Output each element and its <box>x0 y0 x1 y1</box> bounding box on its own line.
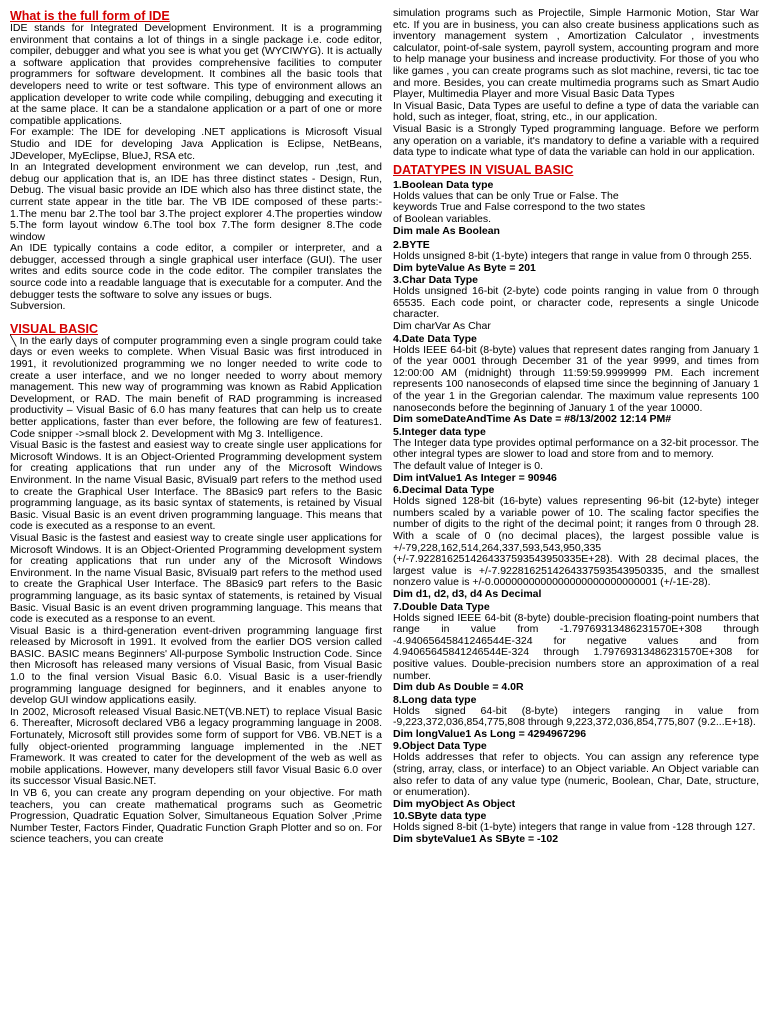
datatype-desc: Holds unsigned 8-bit (1-byte) integers that range in value from 0 through 255. <box>393 250 752 263</box>
intro-paragraph: simulation programs such as Projectile, Simple Harmonic Motion, Star War etc. If you are in business, you can also create business applications such as inventory management system , Amortization Calculator , investments calculator, point-of-sale system, payroll system, accounting program and more to help manage your business and increase productivity. For those of you who like games , you can create programs such as slot machine, reversi, tic tac toe and more. Besides, you can create multimedia programs such as Smart Audio Player, Multimedia Player and more Visual Basic Data Types <box>393 8 759 101</box>
vb-paragraph: In 2002, Microsoft released Visual Basic.NET(VB.NET) to replace Visual Basic 6. Thereafter, Microsoft declared VB6 a legacy programming language in 2008. Fortunately, Microsoft still provides some form of support for VB6. VB.NET is a fully object-oriented programming language implemented in the .NET Framework. It was created to cater for the development of the web as well as mobile applications. However, many developers still favor Visual Basic 6.0 over its successor Visual Basic.NET. <box>10 705 382 788</box>
vb-paragraph: Visual Basic is the fastest and easiest way to create single user applications for Microsoft Windows. It is an Object-Oriented Programming development system for creating applications that run under any of the Microsoft Windows Environment. In the name Visual Basic, 8Visual9 part refers to the method used to create the Graphical User Interface. The 8Basic9 part refers to the Basic programming language, as its basic syntax of statements, is retained by Visual Basic. Visual Basic is an event driven programming language. This means that code is executed as a response to an event. <box>10 439 382 533</box>
datatype-desc: Holds signed 8-bit (1-byte) integers that range in value from -128 through 127. <box>393 821 756 834</box>
ide-paragraph: In an Integrated development environment we can develop, run ,test, and debug our application that is, an IDE has three distinct states - Design, Run, Debug. The visual basic provide an IDE which also has three distinct state, the current state appear in the title bar. The VB IDE composed of these parts:- 1.The menu bar 2.The tool bar 3.The project explorer 4.The properties window 5.The form layout window 6.The tool box 7.The form designer 8.The code window <box>10 161 382 243</box>
datatypes-heading: DATATYPES IN VISUAL BASIC <box>393 162 574 177</box>
datatype-title: 1.Boolean Data type <box>393 178 494 191</box>
datatype-desc: The Integer data type provides optimal performance on a 32-bit processor. The other integral types are slower to load and store from and to memory. <box>393 436 759 461</box>
code-example: Dim longValue1 As Long = 4294967296 <box>393 727 587 740</box>
ide-heading: What is the full form of IDE <box>10 9 170 23</box>
ide-paragraph: Subversion. <box>10 300 66 313</box>
datatype-title: 8.Long data type <box>393 693 477 706</box>
datatype-desc: Holds signed 64-bit (8-byte) integers ranging in value from -9,223,372,036,854,775,808 through 9,223,372,036,854,775,807 (9.2...E+18). <box>393 704 759 729</box>
right-column <box>393 8 759 1024</box>
datatype-title: 6.Decimal Data Type <box>393 484 495 497</box>
datatype-desc: of Boolean variables. <box>393 212 492 225</box>
datatype-title: 10.SByte data type <box>393 810 487 823</box>
intro-paragraph: Visual Basic is a Strongly Typed programming language. Before we perform any operation on a variable, it's mandatory to define a variable with a required data type to indicate what type of data the variable can hold in our application. <box>393 122 759 159</box>
code-example: Dim sbyteValue1 As SByte = -102 <box>393 833 559 846</box>
datatype-desc: Holds signed IEEE 64-bit (8-byte) double-precision floating-point numbers that range in value from -1.79769313486231570E+308 through -4.94065645841246544E-324 for negative values and from 4.94065645841246544E-324 through 1.79769313486231570E+308 for positive values. Double-precision numbers store an approximation of a real number. <box>393 611 759 682</box>
code-example: Dim d1, d2, d3, d4 As Decimal <box>393 587 542 600</box>
code-example: Dim myObject As Object <box>393 797 516 810</box>
datatype-desc: Holds values that can be only True or False. The <box>393 189 619 202</box>
ide-paragraph: An IDE typically contains a code editor, a compiler or interpreter, and a debugger, accessed through a single graphical user interface (GUI). The user writes and edits source code in the code editor. The compiler translates the source code into a readable language that is executable for a computer. And the debugger tests the software to solve any issues or bugs. <box>10 242 382 301</box>
datatype-title: 3.Char Data Type <box>393 274 478 287</box>
datatype-desc: The default value of Integer is 0. <box>393 460 544 472</box>
vb-paragraph: ╲ In the early days of computer programming even a single program could take days or even weeks to complete. When Visual Basic was first introduced in 1991, it revolutionized programming we no longer needed to write code to create a user interface, and we no longer needed to worry about memory management. This new way of programming was known as Rabid Application Development, or RAD. The main benefit of RAD programming is increased productivity – Visual Basic of 6.0 has many features that can help us to create better applications, faster than ever before, the following are few of features1. Code snipper ->small block 2. Development with Mg 3. Intelligence. <box>10 334 382 440</box>
intro-paragraph: In Visual Basic, Data Types are useful to define a type of data the variable can hold, such as integer, float, string, etc., in our application. <box>393 99 759 124</box>
vb-paragraph: Visual Basic is the fastest and easiest way to create single user applications for Microsoft Windows. It is an Object-Oriented Programming development system for creating applications that run under any of the Microsoft Windows Environment. In the name Visual Basic, 8Visual9 part refers to the method used to create the Graphical User Interface. The 8Basic9 part refers to the Basic programming language, as its basic syntax of statements, is retained by Visual Basic. Visual Basic is an event driven programming language. This means that code is executed as a response to an event. <box>10 531 382 626</box>
datatype-title: 4.Date Data Type <box>393 332 477 345</box>
datatype-desc: keywords True and False correspond to the two states <box>393 201 646 214</box>
datatype-title: 9.Object Data Type <box>393 740 487 753</box>
datatype-desc: Holds unsigned 16-bit (2-byte) code points ranging in value from 0 through 65535. Each code point, or character code, represents a single Unicode character. <box>393 285 759 321</box>
datatype-desc: Holds addresses that refer to objects. You can assign any reference type (string, array, class, or interface) to an Object variable. An Object variable can also refer to data of any value type (numeric, Boolean, Char, Date, structure, or enumeration). <box>393 751 759 799</box>
left-column <box>10 9 382 1024</box>
code-example: Dim intValue1 As Integer = 90946 <box>393 471 557 484</box>
vb-paragraph: Visual Basic is a third-generation event-driven programming language first released by Microsoft in 1991. It evolved from the earlier DOS version called BASIC. BASIC means Beginners' All-purpose Symbolic Instruction Code. Since then Microsoft has released many versions of Visual Basic, from Visual Basic 1.0 to the final version Visual Basic 6.0. Visual Basic is a user-friendly programming language designed for beginners, and it enables anyone to develop GUI window applications easily. <box>10 624 382 707</box>
ide-paragraph: For example: The IDE for developing .NET applications is Microsoft Visual Studio and IDE for developing Java Application is Eclipse, NetBeans, JDeveloper, MyEclipse, BlueJ, RSA etc. <box>10 126 382 162</box>
datatype-title: 2.BYTE <box>393 239 430 252</box>
datatype-title: 7.Double Data Type <box>393 600 490 613</box>
datatype-desc: Holds signed 128-bit (16-byte) values representing 96-bit (12-byte) integer numbers scaled by a variable power of 10. The scaling factor specifies the number of digits to the right of the decimal point; it ranges from 0 through 28. With a scale of 0 (no decimal places), the largest possible value is +/-79,228,162,514,264,337,593,543,950,335 (+/-7.9228162514264337593543950335E+28). With 28 decimal places, the largest value is +/-7.9228162514264337593543950335, and the smallest nonzero value is +/-0.0000000000000000000000000001 (+/-1E-28). <box>393 495 759 589</box>
datatype-desc: Holds IEEE 64-bit (8-byte) values that represent dates ranging from January 1 of the year 0001 through December 31 of the year 9999, and times from 12:00:00 AM (midnight) through 11:59:59.9999999 PM. Each increment represents 100 nanoseconds of elapsed time since the beginning of January 1 of the year 1 in the Gregorian calendar. The maximum value represents 100 nanoseconds before the beginning of January 1 of the year 10000. <box>393 343 759 414</box>
vb-paragraph: In VB 6, you can create any program depending on your objective. For math teachers, you can create mathematical programs such as Geometric Progression, Quadratic Equation Solver, Simultaneous Equation Solver ,Prime Number Tester, Factors Finder, Quadratic Function Graph Plotter and so on. For science teachers, you can create <box>10 787 382 846</box>
datatype-desc: Dim charVar As Char <box>393 320 491 333</box>
ide-paragraph: IDE stands for Integrated Development Environment. It is a programming environment that contains a lot of things in a single package i.e. code editor, compiler, debugger and what you see is what you get (WYCIWYG). It is actually a software application that provides comprehensive facilities to computer programmers for software development. It combines all the basic tools that developers need to write or test software. This type of environment allows an application developer to write code while compiling, debugging and executing it at the same place. It can be a standalone application or a part of one or more compatible applications. <box>10 22 382 127</box>
code-example: Dim someDateAndTime As Date = #8/13/2002 12:14 PM# <box>393 413 672 426</box>
code-example: Dim byteValue As Byte = 201 <box>393 261 536 274</box>
visual-basic-heading: VISUAL BASIC <box>10 321 98 336</box>
datatype-title: 5.Integer data type <box>393 425 486 438</box>
code-example: Dim male As Boolean <box>393 224 500 237</box>
code-example: Dim dub As Double = 4.0R <box>393 681 524 694</box>
